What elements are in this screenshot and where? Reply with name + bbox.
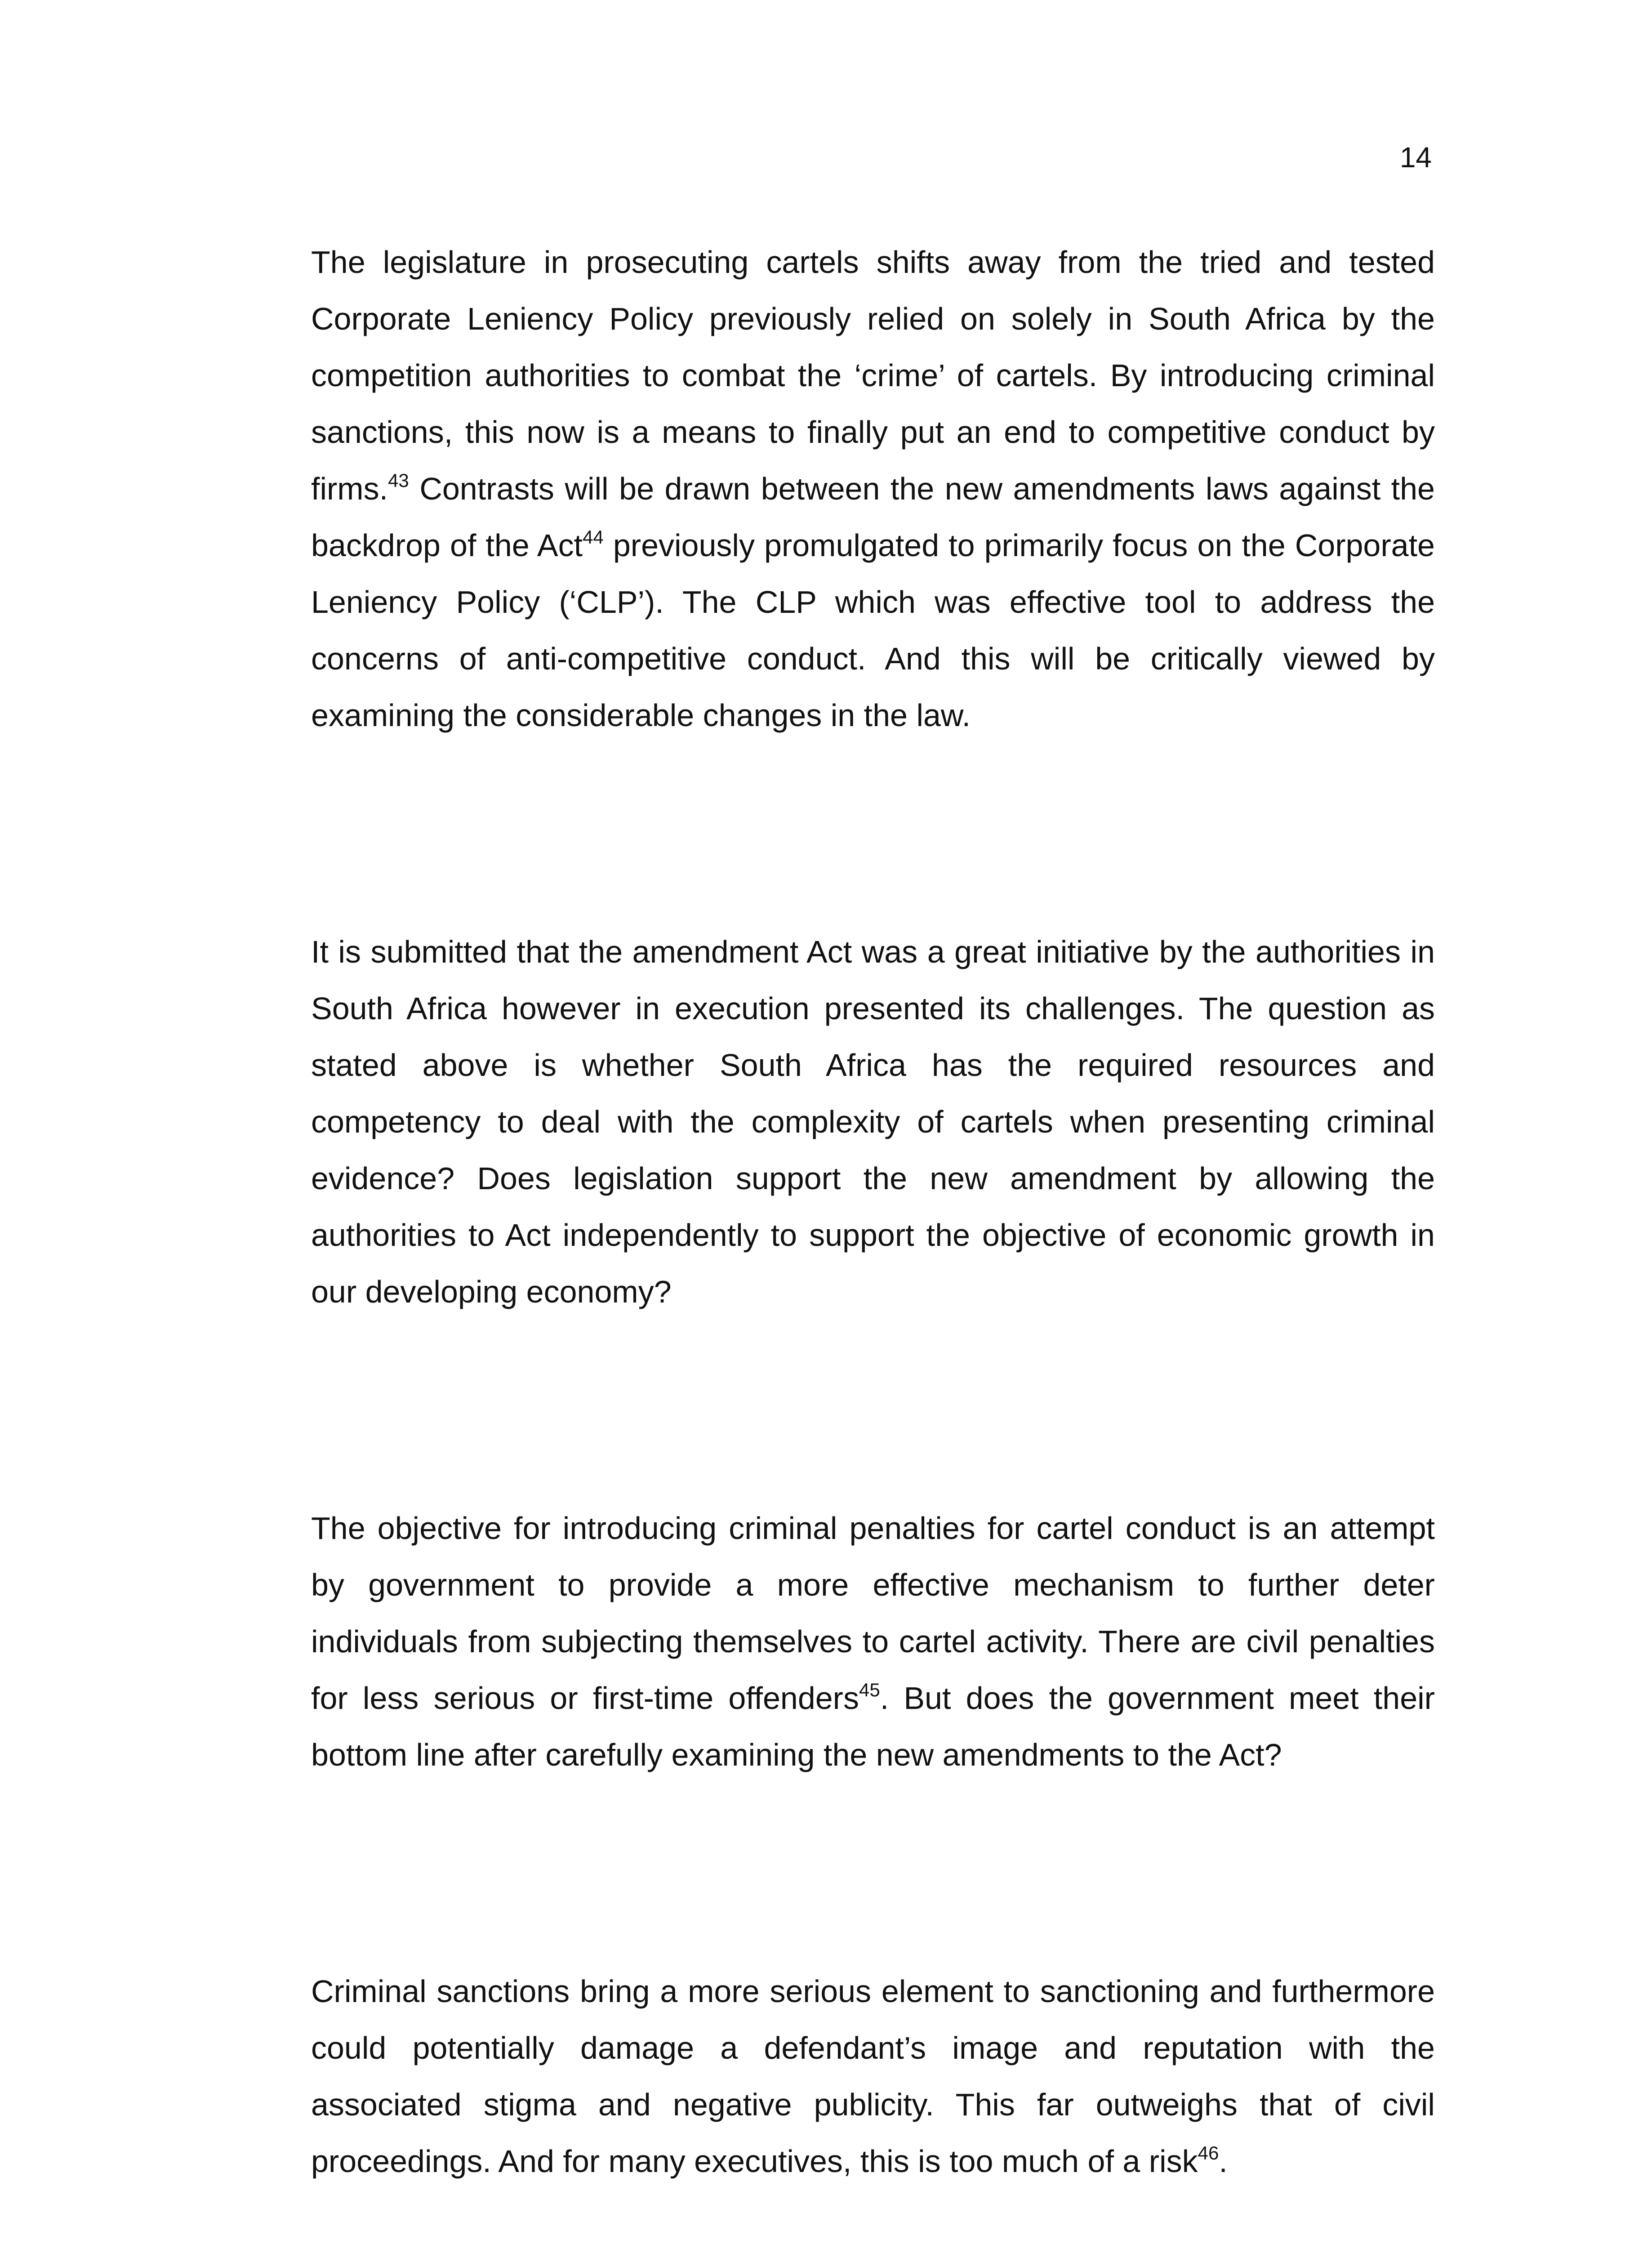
paragraph-2 — [311, 923, 1435, 1320]
paragraph-text: The legislature in prosecuting cartels shifts away from the tried and tested Corporate Leniency Policy previously relied on solely in South Africa by the competition authorities to combat the ‘crime’ of cartels. By introducing criminal sanctions, this now is a means to finally put an end to competitive conduct by firms. — [311, 245, 1435, 506]
paragraph-text: It is submitted that the amendment Act was a great initiative by the authorities in South Africa however in execution presented its challenges. The question as stated above is whether South Africa has the required resources and competency to deal with the complexity of cartels when presenting criminal evidence? Does legislation support the new amendment by allowing the authorities to Act independently to support the objective of economic growth in our developing economy? — [311, 934, 1435, 1309]
paragraph-text: The objective for introducing criminal penalties for cartel conduct is an attempt by government to provide a more effective mechanism to further deter individuals from subjecting themselves to cartel activity. There are civil penalties for less serious or first-time offenders — [311, 1511, 1435, 1716]
footnote-ref-43: 43 — [388, 470, 409, 491]
paragraph-text: Contrasts will be drawn between the new amendments laws against the backdrop of the Act — [311, 471, 1435, 563]
paragraph-text: . — [1219, 2144, 1228, 2179]
paragraph-text: . But does the government meet their bottom line after carefully examining the new amendments to the Act? — [311, 1681, 1435, 1772]
document-body — [311, 234, 1435, 2248]
paragraph-text: Criminal sanctions bring a more serious element to sanctioning and furthermore could potentially damage a defendant’s image and reputation with the associated stigma and negative publicity. This far outweighs that of civil proceedings. And for many executives, this is too much of a risk — [311, 1974, 1435, 2179]
paragraph-4 — [311, 1963, 1435, 2190]
page-number: 14 — [1399, 141, 1432, 174]
footnote-ref-45: 45 — [859, 1679, 880, 1700]
paragraph-text: previously promulgated to primarily focus on the Corporate Leniency Policy (‘CLP’). The CLP which was effective tool to address the concerns of anti-competitive conduct. And this will be critically viewed by examining the considerable changes in the law. — [311, 528, 1435, 733]
footnote-ref-46: 46 — [1198, 2142, 1219, 2163]
paragraph-3 — [311, 1500, 1435, 1783]
paragraph-1 — [311, 234, 1435, 744]
footnote-ref-44: 44 — [583, 526, 604, 548]
